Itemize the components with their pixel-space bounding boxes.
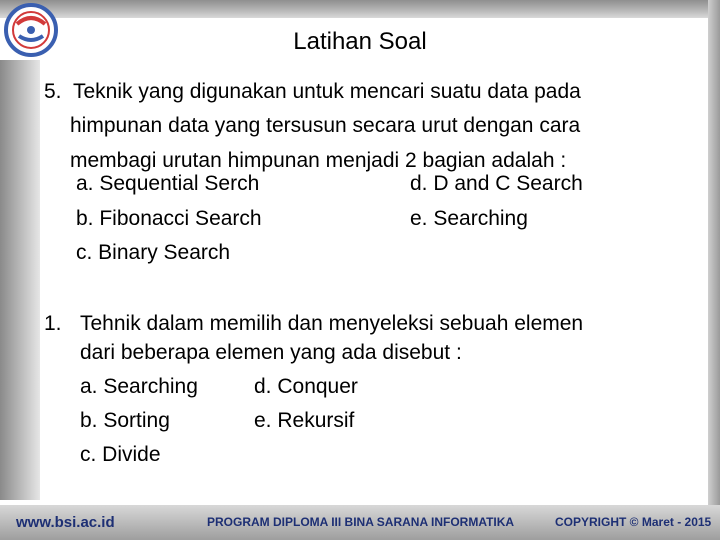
top-frame-bar <box>0 0 720 18</box>
question-1-number: 1. <box>44 312 62 335</box>
footer-bar <box>0 505 720 540</box>
question-1-line-2: dari beberapa elemen yang ada disebut : <box>80 341 462 364</box>
question-5-option-c: c. Binary Search <box>76 241 231 264</box>
question-1-option-e: e. Rekursif <box>254 409 355 432</box>
question-5-option-b: b. Fibonacci Search <box>76 207 262 230</box>
question-1-line-1: Tehnik dalam memilih dan menyeleksi sebuah elemen <box>80 312 584 335</box>
question-5-line-1: Teknik yang digunakan untuk mencari suatu data pada <box>73 80 581 103</box>
question-5-line-3: membagi urutan himpunan menjadi 2 bagian adalah : <box>70 149 567 172</box>
left-frame-bar <box>0 60 40 500</box>
question-1-option-c: c. Divide <box>80 443 161 466</box>
question-5-option-a: a. Sequential Serch <box>76 172 260 195</box>
question-5-option-d: d. D and C Search <box>410 172 583 195</box>
question-1-option-a: a. Searching <box>80 375 198 398</box>
question-5-line-2: himpunan data yang tersusun secara urut dengan cara <box>70 114 581 137</box>
footer-website: www.bsi.ac.id <box>16 514 115 531</box>
question-5-option-e: e. Searching <box>410 207 528 230</box>
question-1-option-d: d. Conquer <box>254 375 358 398</box>
question-1-option-b: b. Sorting <box>80 409 170 432</box>
right-frame-bar <box>708 0 720 505</box>
page-title: Latihan Soal <box>293 28 427 55</box>
footer-copyright: COPYRIGHT © Maret - 2015 <box>555 515 712 529</box>
footer-program: PROGRAM DIPLOMA III BINA SARANA INFORMATIKA <box>207 515 515 529</box>
question-5-number: 5. <box>44 80 62 103</box>
